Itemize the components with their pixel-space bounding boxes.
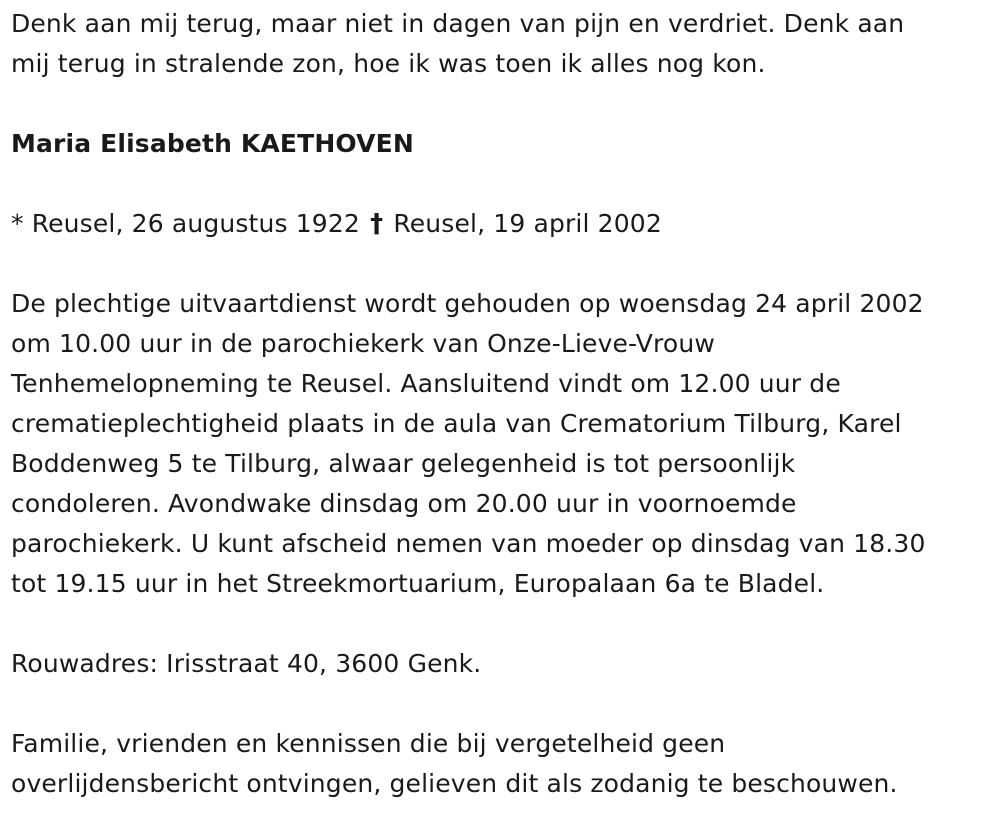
funeral-service-details (11, 284, 991, 604)
closing-line: overlijdensbericht ontvingen, gelieven dit als zodanig te beschouwen. (11, 769, 898, 798)
closing-line: Familie, vrienden en kennissen die bij vergetelheid geen (11, 729, 726, 758)
service-line: tot 19.15 uur in het Streekmortuarium, Europalaan 6a te Bladel. (11, 569, 825, 598)
cross-icon: † (370, 209, 384, 239)
closing-note (11, 724, 991, 804)
life-dates (11, 204, 991, 244)
obituary-document (11, 4, 991, 804)
death-info: Reusel, 19 april 2002 (393, 209, 662, 238)
deceased-name: Maria Elisabeth KAETHOVEN (11, 129, 414, 158)
quote-line: mij terug in stralende zon, hoe ik was toen ik alles nog kon. (11, 49, 766, 78)
service-line: De plechtige uitvaartdienst wordt gehouden op woensdag 24 april 2002 (11, 289, 924, 318)
service-line: condoleren. Avondwake dinsdag om 20.00 uur in voornoemde (11, 489, 797, 518)
quote-line: Denk aan mij terug, maar niet in dagen van pijn en verdriet. Denk aan (11, 9, 905, 38)
service-line: Tenhemelopneming te Reusel. Aansluitend vindt om 12.00 uur de (11, 369, 841, 398)
service-line: Boddenweg 5 te Tilburg, alwaar gelegenheid is tot persoonlijk (11, 449, 796, 478)
service-line: crematieplechtigheid plaats in de aula van Crematorium Tilburg, Karel (11, 409, 902, 438)
birth-info: * Reusel, 26 augustus 1922 (11, 209, 360, 238)
service-line: parochiekerk. U kunt afscheid nemen van moeder op dinsdag van 18.30 (11, 529, 926, 558)
memorial-quote (11, 4, 991, 84)
mourning-address: Rouwadres: Irisstraat 40, 3600 Genk. (11, 649, 482, 678)
service-line: om 10.00 uur in de parochiekerk van Onze-Lieve-Vrouw (11, 329, 715, 358)
